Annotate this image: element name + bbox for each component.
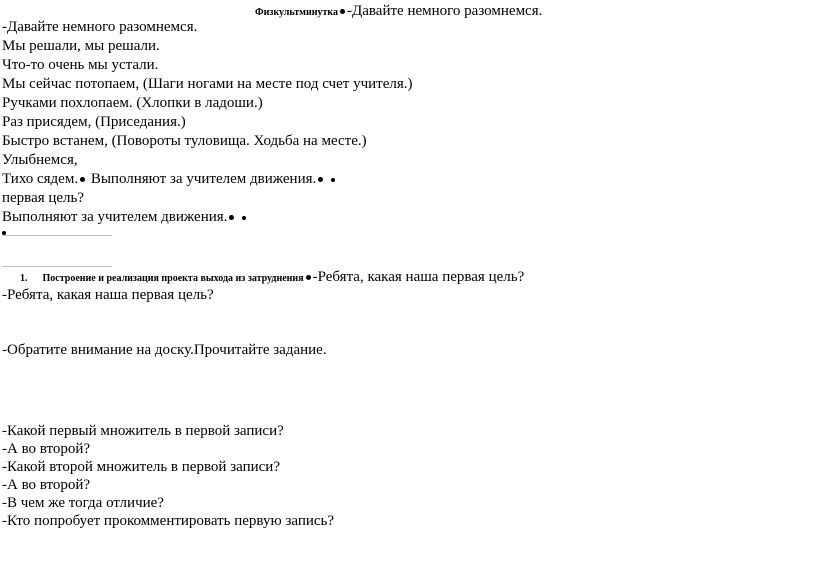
text-line: Улыбнемся, bbox=[2, 152, 78, 168]
text-line: Что-то очень мы устали. bbox=[2, 57, 159, 73]
line11-text: Выполняют за учителем движения. bbox=[2, 209, 228, 225]
section-number: 1. bbox=[20, 273, 28, 284]
header-text: -Давайте немного разомнемся. bbox=[347, 3, 543, 19]
text-line bbox=[2, 208, 248, 226]
divider bbox=[2, 235, 112, 236]
question-line: -А во второй? bbox=[2, 441, 91, 457]
question-line: -А во второй? bbox=[2, 477, 91, 493]
question-line: -Кто попробует прокомментировать первую запись? bbox=[2, 513, 335, 529]
section-heading bbox=[20, 268, 524, 288]
page-header bbox=[255, 2, 542, 22]
text-line: Мы решали, мы решали. bbox=[2, 38, 160, 54]
text-line: Ручками похлопаем. (Хлопки в ладоши.) bbox=[2, 95, 263, 111]
bullet-icon bbox=[318, 177, 323, 182]
divider bbox=[2, 266, 112, 267]
bullet-icon bbox=[331, 178, 335, 182]
text-line: Раз присядем, (Приседания.) bbox=[2, 114, 186, 130]
text-line bbox=[2, 170, 337, 188]
bullet-icon bbox=[229, 215, 234, 220]
bullet-icon bbox=[242, 216, 246, 220]
bullet-icon bbox=[80, 177, 85, 182]
section-title: Построение и реализация проекта выхода из затруднения bbox=[42, 273, 304, 284]
header-label: Физкультминутка bbox=[255, 7, 339, 18]
text-line: -Давайте немного разомнемся. bbox=[2, 19, 198, 35]
question-line: -Какой первый множитель в первой записи? bbox=[2, 423, 284, 439]
question-line: -В чем же тогда отличие? bbox=[2, 495, 164, 511]
text-line: -Обратите внимание на доску.Прочитайте задание. bbox=[2, 342, 327, 358]
section-after: -Ребята, какая наша первая цель? bbox=[312, 269, 525, 285]
question-line: -Какой второй множитель в первой записи? bbox=[2, 459, 280, 475]
text-line: Быстро встанем, (Повороты туловища. Ходьба на месте.) bbox=[2, 133, 367, 149]
bullet-icon bbox=[306, 275, 311, 280]
bullet-icon bbox=[340, 9, 345, 14]
line9-prefix: Тихо сядем. bbox=[2, 171, 79, 187]
bullet-line bbox=[2, 224, 8, 242]
text-line: первая цель? bbox=[2, 190, 85, 206]
text-line: -Ребята, какая наша первая цель? bbox=[2, 287, 214, 303]
line9-suffix: Выполняют за учителем движения. bbox=[90, 171, 317, 187]
text-line: Мы сейчас потопаем, (Шаги ногами на месте под счет учителя.) bbox=[2, 76, 413, 92]
